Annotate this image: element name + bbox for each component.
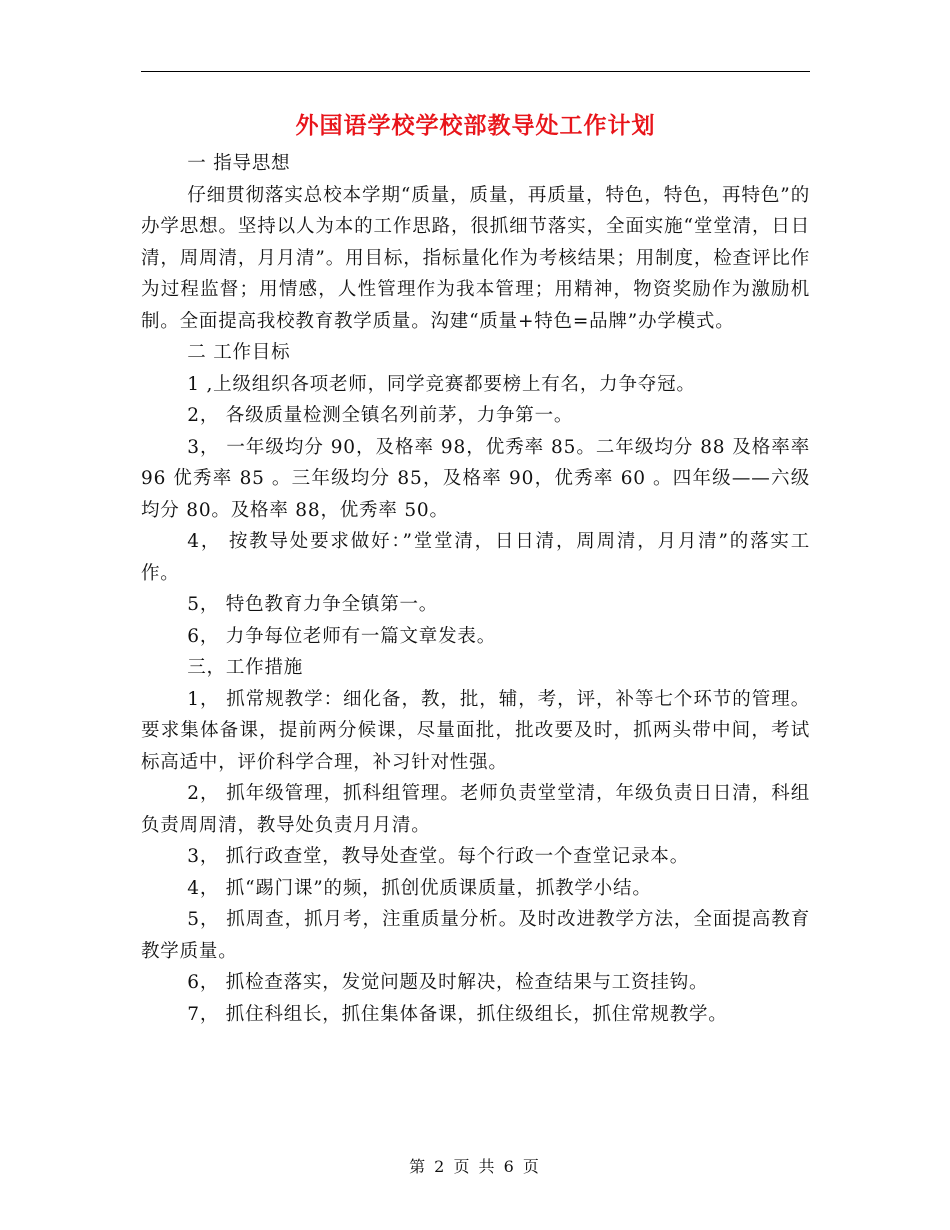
measure-item-7: 7， 抓住科组长，抓住集体备课，抓住级组长，抓住常规教学。 [187, 1003, 728, 1025]
goal-item-1: 1 ,上级组织各项老师，同学竞赛都要榜上有名，力争夺冠。 [187, 373, 696, 395]
document-body [141, 148, 810, 1030]
document-title: 外国语学校学校部教导处工作计划 [295, 113, 656, 139]
section-heading-work-goals: 二 工作目标 [187, 342, 291, 363]
goal-item-2: 2， 各级质量检测全镇名列前茅，力争第一。 [187, 405, 574, 426]
measure-item-2: 2， 抓年级管理，抓科组管理。老师负责堂堂清，年级负责日日清，科组负责周周清，教导处负责月月清。 [141, 783, 810, 836]
measure-item-6: 6， 抓检查落实，发觉问题及时解决，检查结果与工资挂钩。 [187, 972, 709, 993]
measure-item-5: 5， 抓周查，抓月考，注重质量分析。及时改进教学方法，全面提高教育教学质量。 [141, 909, 810, 962]
measure-item-1: 1， 抓常规教学：细化备，教，批，辅，考，评，补等七个环节的管理。要求集体备课，提前两分候课，尽量面批，批改要及时，抓两头带中间，考试标高适中，评价科学合理，补习针对性强。 [141, 688, 810, 773]
goal-item-4: 4， 按教导处要求做好：”堂堂清，日日清，周周清，月月清”的落实工作。 [141, 531, 810, 584]
paragraph-guiding-thought: 仔细贯彻落实总校本学期“质量，质量，再质量，特色，特色，再特色”的办学思想。坚持以人为本的工作思路，很抓细节落实，全面实施“堂堂清，日日清，周周清，月月清”。用目标，指标量化作为考核结果；用制度，检查评比作为过程监督；用情感，人性管理作为我本管理；用精神，物资奖励作为激励机制。全面提高我校教育教学质量。沟建“质量+特色=品牌”办学模式。 [141, 184, 810, 332]
measure-item-4: 4， 抓“踢门课”的频，抓创优质课质量，抓教学小结。 [187, 877, 652, 899]
section-heading-work-measures: 三，工作措施 [187, 657, 304, 678]
goal-item-6: 6， 力争每位老师有一篇文章发表。 [187, 625, 497, 647]
section-heading-guiding-thought: 一 指导思想 [187, 153, 291, 174]
header-rule [141, 71, 810, 72]
measure-item-3: 3， 抓行政查堂，教导处查堂。每个行政一个查堂记录本。 [187, 846, 690, 867]
page-footer: 第 2 页 共 6 页 [409, 1157, 541, 1176]
goal-item-3: 3， 一年级均分 90，及格率 98，优秀率 85。二年级均分 88 及格率率 96 优秀率 85 。三年级均分 85，及格率 90，优秀率 60 。四年级——六级均分 80。及格率 88，优秀率 50。 [141, 436, 810, 521]
goal-item-5: 5， 特色教育力争全镇第一。 [187, 594, 439, 615]
